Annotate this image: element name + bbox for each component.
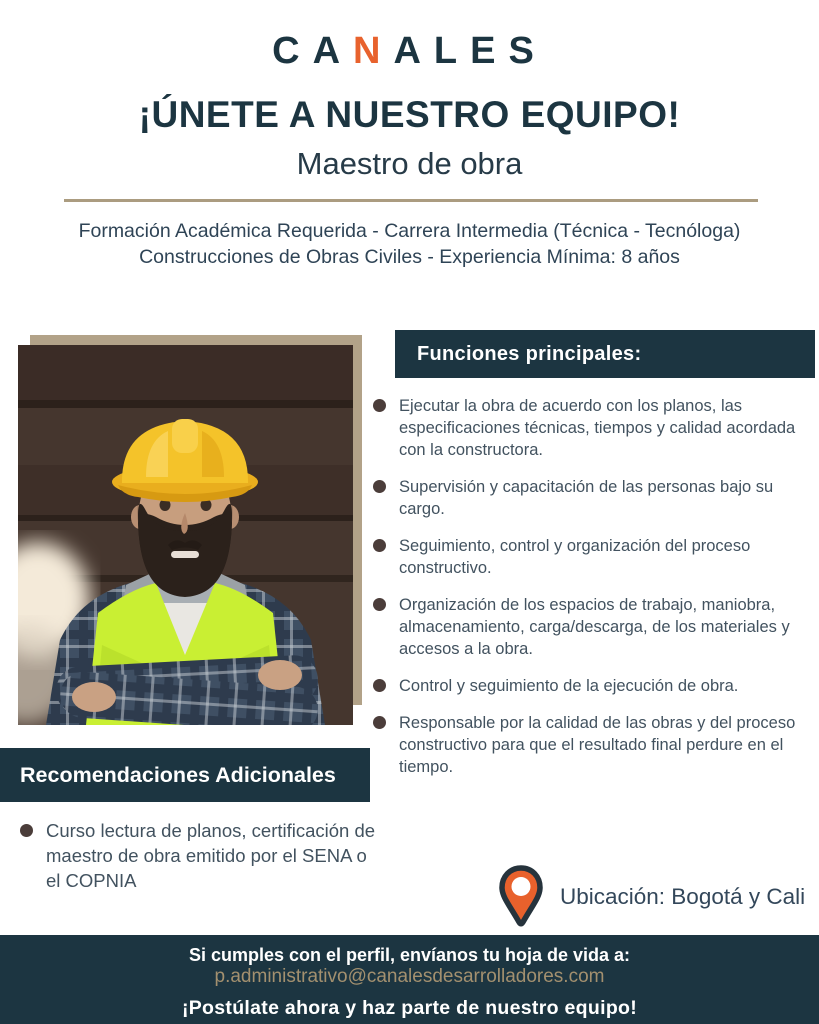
list-item-text: Responsable por la calidad de las obras y del proceso constructivo para que el resultado final perdure en el tiempo. [399, 714, 796, 776]
list-item [373, 395, 810, 461]
requirements-line-2: Construcciones de Obras Civiles - Experiencia Mínima: 8 años [139, 246, 680, 268]
list-item-text: Control y seguimiento de la ejecución de obra. [399, 677, 739, 695]
page-title: ¡ÚNETE A NUESTRO EQUIPO! [138, 94, 681, 135]
list-item-text: Supervisión y capacitación de las personas bajo su cargo. [399, 478, 774, 518]
company-logo [0, 30, 819, 73]
contact-email: p.administrativo@canalesdesarrolladores.com [214, 966, 605, 987]
list-item-text: Ejecutar la obra de acuerdo con los planos, las especificaciones técnicas, tiempos y calidad acordada con la constructora. [399, 397, 796, 459]
bullet-icon [373, 598, 386, 611]
divider-line [64, 199, 758, 202]
logo-accent-letter: N [353, 30, 394, 72]
logo-suffix: ALES [393, 30, 547, 72]
bullet-icon [373, 716, 386, 729]
footer-bar [0, 935, 819, 1024]
functions-list [373, 395, 810, 793]
recommendations-section-header: Recomendaciones Adicionales [0, 748, 370, 802]
bullet-icon [373, 480, 386, 493]
list-item [20, 818, 380, 893]
requirements-line-1: Formación Académica Requerida - Carrera Intermedia (Técnica - Tecnóloga) [78, 220, 741, 242]
bullet-icon [20, 824, 33, 837]
map-pin-icon [498, 865, 544, 929]
location-row [498, 864, 818, 930]
list-item-text: Curso lectura de planos, certificación de maestro de obra emitido por el SENA o el COPNIA [46, 820, 376, 891]
worker-photo [18, 345, 353, 725]
job-title: Maestro de obra [296, 146, 523, 181]
list-item [373, 476, 810, 520]
location-label: Ubicación: Bogotá y Cali [560, 884, 806, 909]
list-item [373, 594, 810, 660]
footer-cta-text: ¡Postúlate ahora y haz parte de nuestro equipo! [181, 997, 638, 1019]
list-item [373, 712, 810, 778]
functions-section-header: Funciones principales: [395, 330, 815, 378]
footer-apply-text: Si cumples con el perfil, envíanos tu hoja de vida a: [188, 945, 631, 965]
list-item-text: Organización de los espacios de trabajo, maniobra, almacenamiento, carga/descarga, de los materiales y accesos a la obra. [399, 596, 790, 658]
bullet-icon [373, 539, 386, 552]
recommendations-list [20, 818, 380, 893]
list-item [373, 675, 810, 697]
list-item-text: Seguimiento, control y organización del proceso constructivo. [399, 537, 751, 577]
bullet-icon [373, 679, 386, 692]
list-item [373, 535, 810, 579]
logo-prefix: CA [272, 30, 354, 72]
bullet-icon [373, 399, 386, 412]
requirements-text [30, 218, 789, 270]
